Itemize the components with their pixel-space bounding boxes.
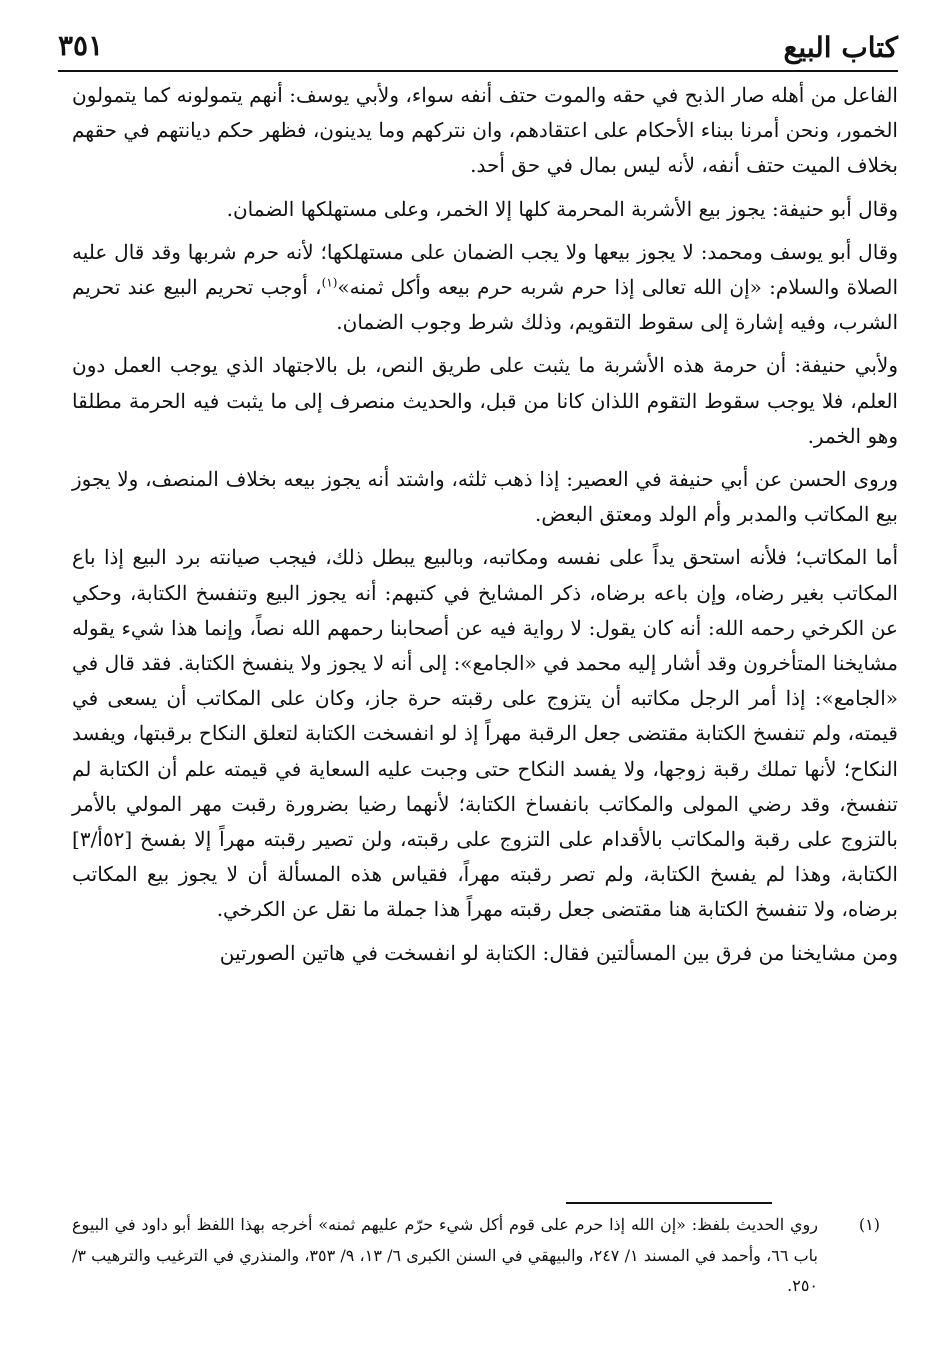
footnote-text: روي الحديث بلفظ: «إن الله إذا حرم على قوم أكل شيء حرّم عليهم ثمنه» أخرجه بهذا اللفظ أبو داود في البيوع باب ٦٦، وأحمد في المسند ١/ ٢٤٧، والبيهقي في السنن الكبرى ٦/ ١٣، ٩/ ٣٥٣، والمنذري في الترغيب والترهيب ٣/ ٢٥٠. [72, 1215, 819, 1295]
page-number: ٣٥١ [58, 29, 104, 62]
paragraph-3-text: وقال أبو يوسف ومحمد: لا يجوز بيعها ولا يجب الضمان على مستهلكها؛ لأنه حرم شربها وقد قال عليه الصلاة والسلام: «إن الله تعالى إذا حرم شربه حرم بيعه وأكل ثمنه» [72, 239, 898, 300]
paragraph-3-tail: ، أوجب تحريم البيع عند تحريم الشرب، وفيه إشارة إلى سقوط التقويم، وذلك شرط وجوب الضمان. [72, 275, 898, 335]
paragraph-4: ولأبي حنيفة: أن حرمة هذه الأشربة ما يثبت على طريق النص، بل بالاجتهاد الذي يوجب العمل دون العلم، فلا يوجب سقوط التقوم اللذان كانا من قبل، والحديث منصرف إلى ما يثبت فيه الحرمة مطلقا وهو الخمر. [72, 353, 898, 448]
chapter-title: كتاب البيع [783, 31, 898, 64]
paragraph-3 [72, 235, 898, 341]
header-divider [58, 70, 898, 72]
paragraph-1: الفاعل من أهله صار الذبح في حقه والموت حتف أنفه سواء، ولأبي يوسف: أنهم يتمولونه كما يتمولون الخمور، ونحن أمرنا ببناء الأحكام على اعتقادهم، وان نتركهم وما يدينون، فظهر حكم ديانتهم في حقهم بخلاف الميت حتف أنفه، لأنه ليس بمال في حق أحد. [72, 83, 898, 178]
footnote-1 [72, 1210, 880, 1302]
paragraph-2: وقال أبو حنيفة: يجوز بيع الأشربة المحرمة كلها إلا الخمر، وعلى مستهلكها الضمان. [226, 196, 898, 221]
footnotes [72, 1210, 880, 1302]
paragraph-6: أما المكاتب؛ فلأنه استحق يداً على نفسه ومكاتبه، وبالبيع يبطل ذلك، فيجب صيانته برد البيع إذا باع المكاتب بغير رضاه، وإن باعه برضاه، ذكر المشايخ في كتبهم: أنه يجوز البيع وتنفسخ الكتابة، وحكي عن الكرخي رحمه الله: أنه كان يقول: لا رواية فيه عن أصحابنا رحمهم الله نصاً، وإنما هذا شيء يقوله مشايخنا المتأخرون وقد أشار إليه محمد في «الجامع»: إلى أنه لا يجوز ولا ينفسخ الكتابة. فقد قال في «الجامع»: إذا أمر الرجل مكاتبه أن يتزوج على رقبته حرة جاز، وكان على المكاتب أن يسعى في قيمته، ولم تنفسخ الكتابة مقتضى جعل الرقبة مهراً إذ لو انفسخت الكتابة لتعلق النكاح برقبتها، ويفسد النكاح؛ لأنها تملك رقبة زوجها، ولا يفسد النكاح حتى وجبت عليه السعاية في قيمته علم أن الكتابة لم تنفسخ، وقد رضي المولى والمكاتب بانفساخ الكتابة؛ لأنهما رضيا بضرورة رقبت مهر المولي بالأمر بالتزوج على رقبة والمكاتب بالأقدام على التزوج على رقبته، ولن تصير رقبته مهراً إلا بفسخ [٥٢أ/٣] الكتابة، وهذا لم يفسخ الكتابة، ولم تصر رقبته مهراً، فقياس هذه المسألة أن لا يجوز بيع المكاتب برضاه، ولا تنفسخ الكتابة هنا مقتضى جعل رقبته مهراً هذا جملة ما نقل عن الكرخي. [72, 545, 898, 922]
paragraph-7: ومن مشايخنا من فرق بين المسألتين فقال: الكتابة لو انفسخت في هاتين الصورتين [219, 940, 898, 965]
main-text [72, 78, 898, 979]
paragraph-5: وروى الحسن عن أبي حنيفة في العصير: إذا ذهب ثلثه، واشتد أنه يجوز بيعه بخلاف المنصف، ولا يجوز بيع المكاتب والمدبر وأم الولد ومعتق البعض. [72, 467, 898, 527]
footnote-reference: (١) [321, 275, 338, 290]
footnote-divider [566, 1202, 772, 1204]
footnote-marker: (١) [858, 1215, 880, 1234]
page-header [58, 24, 898, 70]
